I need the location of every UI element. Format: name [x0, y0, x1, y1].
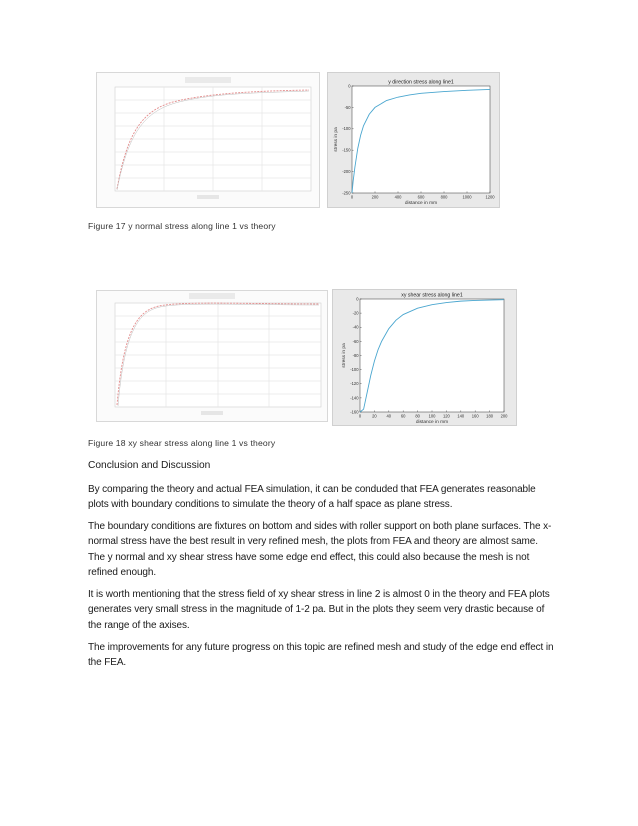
x-tick-label: 80 — [415, 413, 420, 419]
x-tick-label: 20 — [372, 413, 377, 419]
fig18-chart — [332, 289, 517, 426]
fig18-fea-plot-image — [96, 290, 328, 422]
y-tick-label: -50 — [344, 104, 351, 110]
y-tick-label: -80 — [352, 352, 359, 358]
x-tick-label: 140 — [457, 413, 465, 419]
fea-plot-graphic — [97, 291, 327, 421]
x-tick-label: 200 — [500, 413, 508, 419]
x-tick-label: 40 — [386, 413, 392, 419]
chart-title: xy shear stress along line1 — [401, 292, 463, 299]
y-tick-label: -120 — [350, 381, 359, 387]
y-tick-label: -40 — [352, 324, 359, 330]
x-tick-label: 400 — [394, 194, 402, 200]
paragraph: By comparing the theory and actual FEA simulation, it can be conduded that FEA generates reasonable plots with boundary conditions to simulate the theory of a half space as plane stress. — [88, 484, 536, 511]
chart-title: y direction stress along line1 — [388, 79, 454, 86]
x-tick-label: 0 — [358, 413, 362, 419]
y-tick-label: -160 — [350, 409, 359, 415]
x-tick-label: 60 — [400, 413, 406, 419]
x-tick-label: 600 — [417, 194, 425, 200]
fig17-chart — [327, 72, 500, 208]
y-tick-label: -100 — [350, 367, 359, 373]
y-axis-label: stress in pa — [342, 343, 347, 368]
x-tick-label: 1000 — [462, 194, 472, 200]
x-axis-label: distance in mm — [415, 420, 449, 425]
y-tick-label: 0 — [356, 296, 359, 302]
x-tick-label: 800 — [440, 194, 448, 200]
x-tick-label: 200 — [371, 194, 379, 200]
y-tick-label: -100 — [342, 126, 351, 132]
figure-17-caption: Figure 17 y normal stress along line 1 vs theory — [88, 221, 276, 231]
x-tick-label: 0 — [350, 194, 354, 200]
x-tick-label: 160 — [471, 413, 479, 419]
y-tick-label: 0 — [348, 83, 351, 89]
fig18-chart-svg — [333, 290, 516, 425]
y-tick-label: -200 — [342, 169, 351, 174]
paragraph: It is worth mentioning that the stress field of xy shear stress in line 2 is almost 0 in the theory and FEA plots generates very small stress in the magnitude of 1-2 pa. But in the plots they seem very drastic because of the range of the axises. — [88, 589, 550, 631]
section-heading: Conclusion and Discussion — [88, 460, 211, 471]
y-tick-label: -60 — [352, 338, 359, 344]
paragraph: The boundary conditions are fixtures on bottom and sides with roller support on both plane surfaces. The x-normal stress have the best result in very refined mesh, the plots from FEA and theory are almost same. The y normal and xy shear stress have some edge end effect, this could also because the mesh is not refined enough. — [88, 521, 552, 579]
plot-area — [352, 86, 490, 193]
x-tick-label: 100 — [428, 413, 436, 419]
figure-18-caption: Figure 18 xy shear stress along line 1 vs theory — [88, 438, 276, 448]
x-tick-label: 120 — [442, 413, 450, 419]
plot-area — [360, 299, 504, 412]
paragraph: The improvements for any future progress on this topic are refined mesh and study of the edge end effect in the FEA. — [88, 642, 554, 669]
fig17-fea-plot-image — [96, 72, 320, 208]
y-tick-label: -140 — [350, 395, 359, 401]
x-axis-label: distance in mm — [404, 201, 438, 206]
y-tick-label: -250 — [342, 190, 351, 196]
x-tick-label: 1200 — [485, 194, 495, 200]
y-axis-label: stress in pa — [334, 127, 339, 152]
fea-plot-graphic — [97, 73, 319, 207]
x-tick-label: 180 — [486, 413, 494, 419]
y-tick-label: -150 — [342, 147, 351, 153]
y-tick-label: -20 — [352, 310, 359, 316]
fig17-chart-svg — [328, 73, 499, 207]
